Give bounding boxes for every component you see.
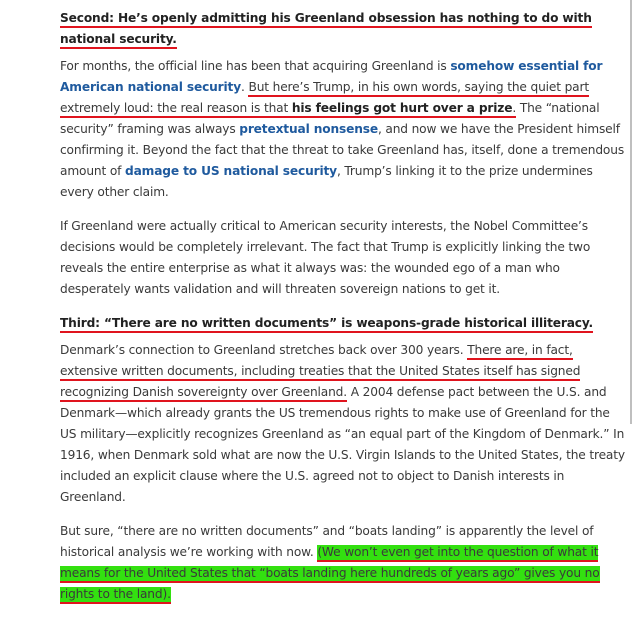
underlined-text: There are, in fact, extensive written documents, including treaties that the United States itself has signed recognizing Danish sovereignty over Greenland. (60, 343, 580, 402)
article-body (60, 8, 628, 618)
paragraph (60, 521, 628, 605)
text: For months, the official line has been that acquiring Greenland is (60, 59, 451, 73)
text: , and now we have the President himself confirming it. Beyond the fact that the threat to take Greenland has, itself, done a tremendous amount of (60, 122, 625, 178)
paragraph (60, 56, 628, 203)
underlined-heading: Third: “There are no written documents” is weapons-grade historical illiteracy. (60, 316, 593, 333)
text: A 2004 defense pact between the U.S. and Denmark—which already grants the US tremendous rights to make use of Greenland for the US military—explicitly recognizes Greenland as “an equal part of the Kingdom of Denmark.” In 1916, when Denmark sold what are now the U.S. Virgin Islands to the United States, the treaty included an explicit clause where the U.S. agreed not to object to Danish interests in Greenland. (60, 385, 625, 504)
page-border (630, 0, 632, 424)
link-pretextual-nonsense[interactable]: pretextual nonsense (239, 122, 378, 136)
text: The “national security” framing was always (60, 101, 600, 136)
underlined-heading: Second: He’s openly admitting his Greenland obsession has nothing to do with national security. (60, 11, 592, 49)
text: . (512, 101, 517, 115)
link-somehow-essential[interactable]: somehow essential for American national security (60, 59, 603, 94)
bold-text: his feelings got hurt over a prize (291, 101, 513, 115)
text: But here’s Trump, in his own words, saying the quiet part extremely loud: the real reason is that (60, 80, 589, 115)
section-heading-second (60, 8, 628, 50)
highlighted-text: (We won’t even get into the question of what it means for the United States that “boats landing here hundreds of years ago” gives you no rights to the land). (60, 545, 600, 604)
section-heading-third (60, 313, 628, 334)
text: Denmark’s connection to Greenland stretches back over 300 years. (60, 343, 468, 357)
text: , Trump’s linking it to the prize undermines every other claim. (60, 164, 593, 199)
paragraph (60, 340, 628, 508)
paragraph: If Greenland were actually critical to American security interests, the Nobel Committee’s decisions would be completely irrelevant. The fact that Trump is explicitly linking the two reveals the entire enterprise as what it always was: the wounded ego of a man who desperately wants validation and will threaten sovereign nations to get it. (60, 219, 591, 296)
link-damage-national-security[interactable]: damage to US national security (125, 164, 337, 178)
text: . (241, 80, 249, 94)
text: But sure, “there are no written documents” and “boats landing” is apparently the level of historical analysis we’re working with now. (60, 524, 594, 559)
